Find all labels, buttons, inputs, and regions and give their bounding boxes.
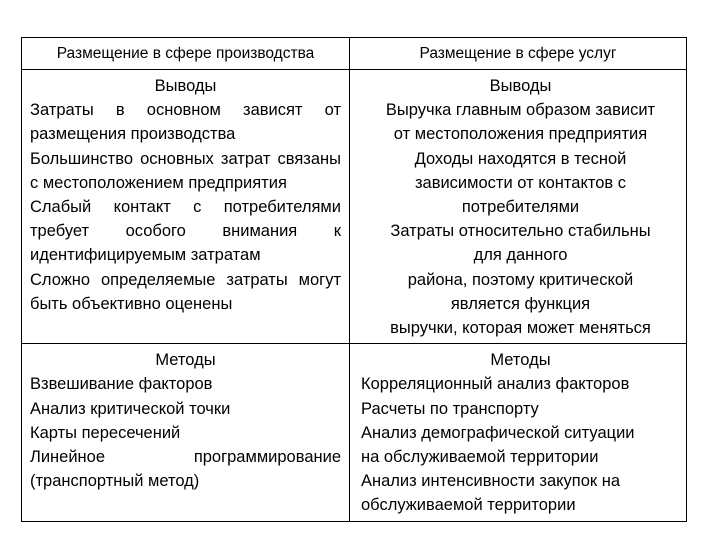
methods-row: [22, 344, 687, 521]
services-methods-cell: [350, 344, 687, 521]
services-methods-title: Методы: [490, 351, 551, 370]
services-conclusion-line-10: выручки, которая может меняться: [390, 319, 651, 338]
services-method-line-3: Анализ демографической ситуации: [361, 423, 635, 442]
services-method-line-5: Анализ интенсивности закупок на: [361, 472, 621, 491]
production-conclusion-3: Слабый контакт с потребителями требует особого внимания к идентифицируемым затратам: [30, 198, 341, 265]
services-conclusions-title: Выводы: [489, 77, 552, 95]
services-conclusion-line-6: Затраты относительно стабильны: [390, 222, 651, 241]
services-conclusion-line-7: для данного: [473, 246, 568, 265]
production-conclusion-2: Большинство основных затрат связаны с местоположением предприятия: [30, 149, 341, 192]
services-method-line-2: Расчеты по транспорту: [361, 399, 539, 418]
comparison-table: [21, 37, 687, 522]
production-method-4: Линейное программирование (транспортный метод): [30, 448, 341, 491]
services-method-line-6: обслуживаемой территории: [361, 496, 576, 515]
services-conclusion-line-4: зависимости от контактов с: [414, 173, 627, 192]
services-conclusion-line-5: потребителями: [461, 198, 580, 217]
services-conclusion-line-8: района, поэтому критической: [407, 270, 634, 289]
services-conclusion-line-2: от местоположения предприятия: [393, 125, 648, 144]
header-production: Размещение в сфере производства: [22, 38, 350, 70]
conclusions-row: [22, 70, 687, 344]
production-method-3: Карты пересечений: [30, 423, 181, 442]
production-methods-title: Методы: [155, 351, 216, 370]
production-method-2: Анализ критической точки: [30, 399, 231, 418]
production-method-1: Взвешивание факторов: [30, 375, 213, 394]
production-conclusion-4: Сложно определяемые затраты могут быть объективно оценены: [30, 270, 341, 313]
header-row: [22, 38, 687, 70]
production-conclusion-1: Затраты в основном зависят от размещения производства: [30, 101, 341, 144]
production-conclusions-cell: [22, 70, 350, 344]
services-conclusion-line-9: является функция: [450, 294, 591, 313]
services-conclusions-cell: [350, 70, 687, 344]
header-services: Размещение в сфере услуг: [350, 38, 687, 70]
services-conclusion-line-3: Доходы находятся в тесной: [414, 149, 627, 168]
production-methods-cell: [22, 344, 350, 521]
services-method-line-4: на обслуживаемой территории: [361, 448, 599, 467]
services-method-line-1: Корреляционный анализ факторов: [361, 375, 630, 394]
services-conclusion-line-1: Выручка главным образом зависит: [385, 101, 656, 120]
production-conclusions-title: Выводы: [154, 77, 217, 95]
